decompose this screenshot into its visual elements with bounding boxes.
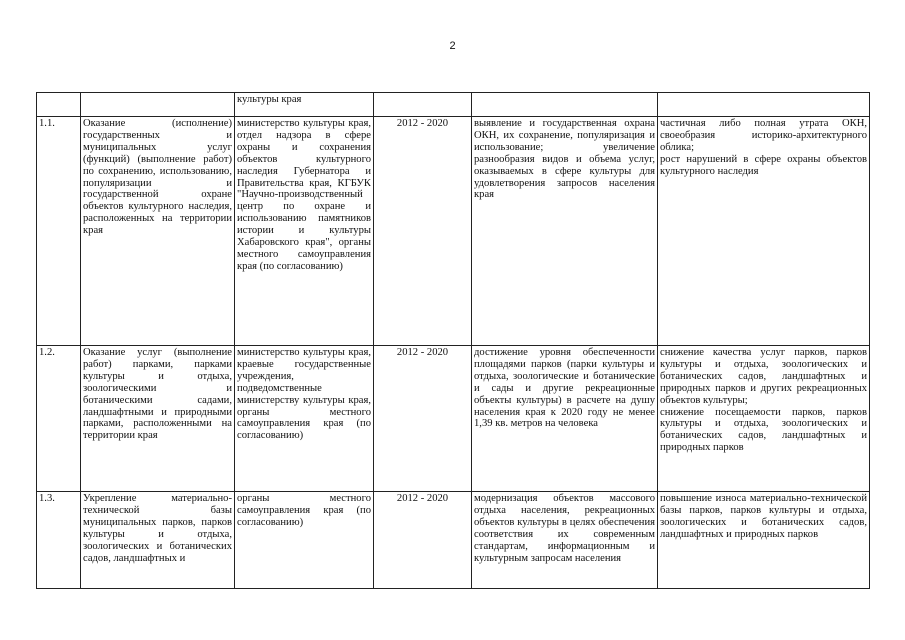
table-row <box>37 117 870 346</box>
consequence-line: снижение качества услуг парков, парков культуры и отдыха, зоологических и ботанических садов, ландшафтных и природных парков и других рекреационных объектов культуры; <box>660 347 867 406</box>
period-cell <box>374 93 472 117</box>
row-number <box>37 93 81 117</box>
consequence-line: снижение посещаемости парков, парков культуры и отдыха, зоологических и ботанических садов, ландшафтных и природных парков <box>660 406 867 454</box>
executor-cell: министерство культуры края, отдел надзора в сфере охраны и сохранения объектов культурного наследия Губернатора и Правительства края, КГБУК "Научно-производственный центр по охране и использованию памятников истории и культуры Хабаровского края", органы местного самоуправления края (по согласованию) <box>235 117 374 346</box>
table-row <box>37 492 870 589</box>
consequences-cell <box>658 117 870 346</box>
period-cell: 2012 - 2020 <box>374 492 472 589</box>
consequences-cell <box>658 93 870 117</box>
consequence-line: рост нарушений в сфере охраны объектов культурного наследия <box>660 153 867 177</box>
executor-cell: министерство культуры края, краевые государственные учреждения, подведомственные министерству культуры края, органы местного самоуправления края (по согласованию) <box>235 346 374 492</box>
result-cell <box>472 93 658 117</box>
measure-cell: Оказание (исполнение) государственных и муниципальных услуг (функций) (выполнение работ) по сохранению, использованию, популяризации и государственной охране объектов культурного наследия, расположенных на территории края <box>81 117 235 346</box>
result-cell: модернизация объектов массового отдыха населения, рекреационных объектов культуры в целях обеспечения соответствия их современным стандартам, информационным и культурным запросам населения <box>472 492 658 589</box>
executor-cell: культуры края <box>235 93 374 117</box>
measure-cell <box>81 93 235 117</box>
measure-cell: Оказание услуг (выполнение работ) парками, парками культуры и отдыха, зоологическими и ботаническими садами, ландшафтными и природными парками, расположенными на территории края <box>81 346 235 492</box>
page-number: 2 <box>449 40 456 52</box>
executor-cell: органы местного самоуправления края (по согласованию) <box>235 492 374 589</box>
consequence-line: частичная либо полная утрата ОКН, своеобразия историко-архитектурного облика; <box>660 118 867 153</box>
consequence-line: повышение износа материально-технической базы парков, парков культуры и отдыха, зоологических и ботанических садов, ландшафтных и природных парков <box>660 493 867 540</box>
period-cell: 2012 - 2020 <box>374 346 472 492</box>
row-number: 1.1. <box>37 117 81 346</box>
period-cell: 2012 - 2020 <box>374 117 472 346</box>
table-row <box>37 346 870 492</box>
program-table <box>36 92 870 589</box>
result-cell: достижение уровня обеспеченности площадями парков (парки культуры и отдыха, зоологические и ботанические и сады и другие рекреационные объекты культуры) в расчете на душу населения края к 2020 году не менее 1,39 кв. метров на человека <box>472 346 658 492</box>
result-cell: выявление и государственная охрана ОКН, их сохранение, популяризация и использование; увеличение разнообразия видов и объема услуг, оказываемых в сфере культуры для удовлетворения запросов населения края <box>472 117 658 346</box>
row-number: 1.2. <box>37 346 81 492</box>
consequences-cell <box>658 492 870 589</box>
row-number: 1.3. <box>37 492 81 589</box>
table-row <box>37 93 870 117</box>
measure-cell: Укрепление материально-технической базы муниципальных парков, парков культуры и отдыха, зоологических и ботанических садов, ландшафтных и <box>81 492 235 589</box>
consequences-cell <box>658 346 870 492</box>
